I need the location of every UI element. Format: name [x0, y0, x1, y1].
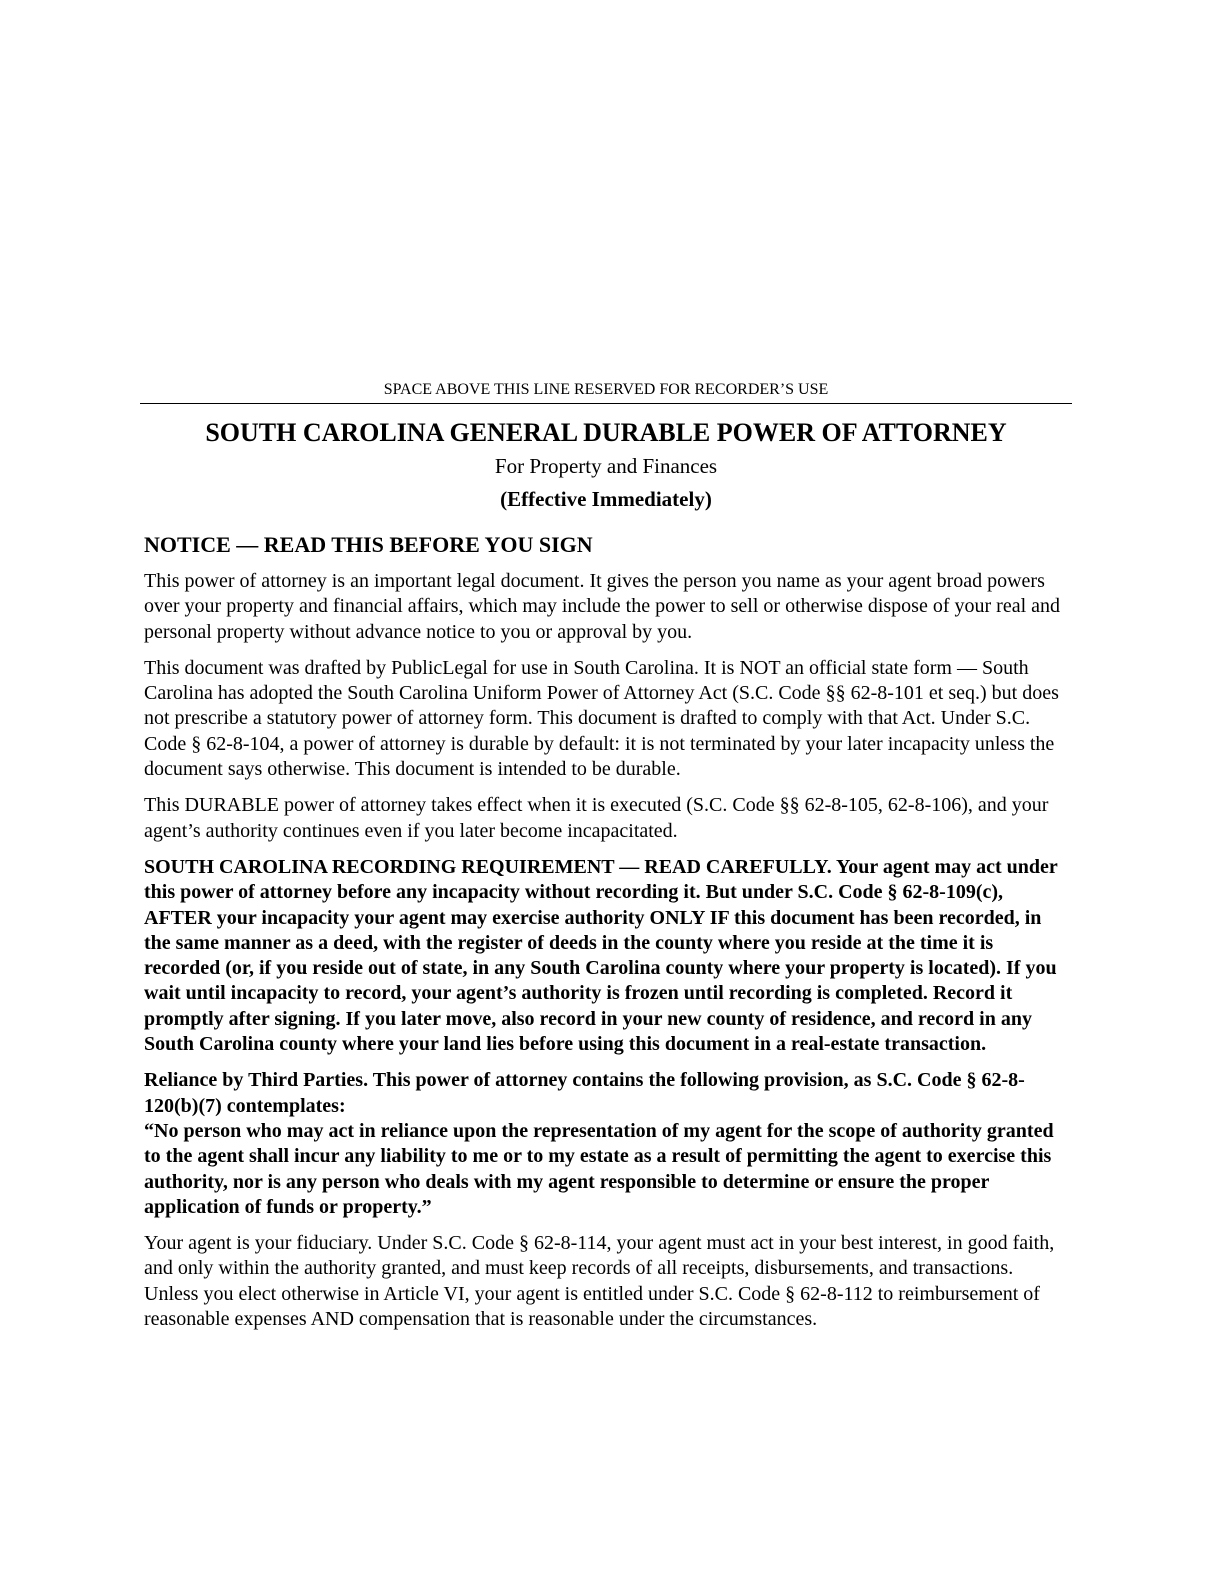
document-subtitle: For Property and Finances [494, 454, 718, 478]
notice-paragraph-1: This power of attorney is an important legal document. It gives the person you name as your agent broad powers over your property and financial affairs, which may include the power to sell or otherwise dispose of your real and personal property without advance notice to you or approval by you. [144, 570, 1061, 643]
fiduciary-paragraph: Your agent is your fiduciary. Under S.C. Code § 62-8-114, your agent must act in your best interest, in good faith, and only within the authority granted, and must keep records of all receipts, disbursements, and transactions. Unless you elect otherwise in Article VI, your agent is entitled under S.C. Code § 62-8-112 to reimbursement of reasonable expenses AND compensation that is reasonable under the circumstances. [144, 1232, 1055, 1331]
third-party-reliance-quote: “No person who may act in reliance upon the representation of my agent for the scope of authority granted to the agent shall incur any liability to me or to my estate as a result of permitting the agent to exercise this authority, nor is any person who deals with my agent responsible to determine or ensure the proper application of funds or property.” [144, 1119, 1054, 1218]
recording-requirement-paragraph: SOUTH CAROLINA RECORDING REQUIREMENT — READ CAREFULLY. Your agent may act under this power of attorney before any incapacity without recording it. But under S.C. Code § 62-8-109(c), AFTER your incapacity your agent may exercise authority ONLY IF this document has been recorded, in the same manner as a deed, with the register of deeds in the county where you reside at the time it is recorded (or, if you reside out of state, in any South Carolina county where your property is located). If you wait until incapacity to record, your agent’s authority is frozen until recording is completed. Record it promptly after signing. If you later move, also record in your new county of residence, and record in any South Carolina county where your land lies before using this document in a real-estate transaction. [144, 855, 1058, 1056]
notice-paragraph-2: This document was drafted by PublicLegal for use in South Carolina. It is NOT an official state form — South Carolina has adopted the South Carolina Uniform Power of Attorney Act (S.C. Code §§ 62-8-101 et seq.) but does not prescribe a statutory power of attorney form. This document is drafted to comply with that Act. Under S.C. Code § 62-8-104, a power of attorney is durable by default: it is not terminated by your later incapacity unless the document says otherwise. This document is intended to be durable. [144, 656, 1059, 781]
recorder-use-label: SPACE ABOVE THIS LINE RESERVED FOR RECORDER’S USE [383, 381, 829, 398]
notice-heading: NOTICE — READ THIS BEFORE YOU SIGN [144, 532, 593, 557]
recorder-divider-line [140, 403, 1072, 404]
document-title: SOUTH CAROLINA GENERAL DURABLE POWER OF ATTORNEY [205, 418, 1007, 447]
notice-paragraph-3: This DURABLE power of attorney takes effect when it is executed (S.C. Code §§ 62-8-105, 62-8-106), and your agent’s authority continues even if you later become incapacitated. [144, 794, 1049, 842]
notice-section [144, 531, 1072, 1332]
third-party-reliance-intro: Reliance by Third Parties. This power of attorney contains the following provision, as S.C. Code § 62-8-120(b)(7) contemplates: [144, 1069, 1025, 1117]
effective-note: (Effective Immediately) [500, 487, 712, 511]
